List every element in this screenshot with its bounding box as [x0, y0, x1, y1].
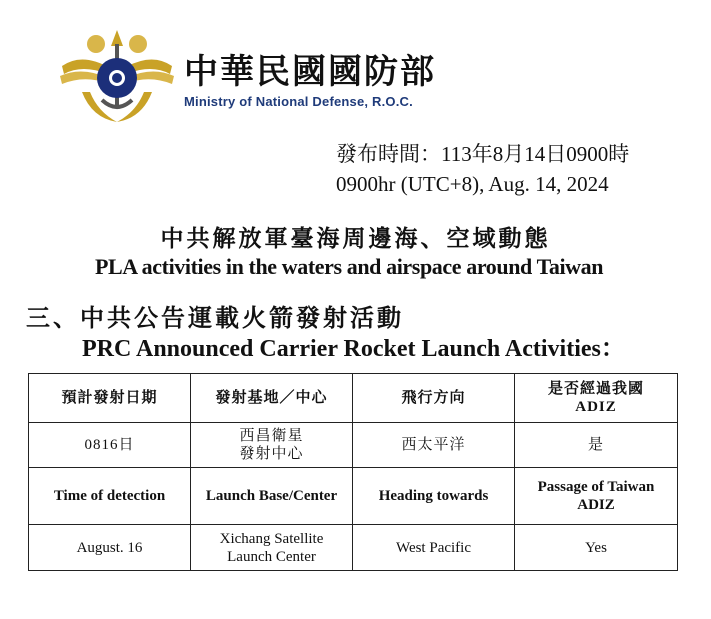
- table-header-row-zh: [29, 374, 678, 423]
- table-cell: 西昌衛星 發射中心: [191, 423, 353, 468]
- table-cell: August. 16: [29, 525, 191, 571]
- header-cell: 飛行方向: [353, 374, 515, 423]
- header-cell: Time of detection: [29, 468, 191, 525]
- org-name-zh: 中華民國國防部: [184, 52, 436, 92]
- table-cell: Xichang Satellite Launch Center: [191, 525, 353, 571]
- page-title-zh: 中共解放軍臺海周邊海、空域動態: [160, 226, 551, 251]
- header-cell: Passage of Taiwan ADIZ: [515, 468, 678, 525]
- table-cell: 西太平洋: [353, 423, 515, 468]
- release-date-zh: 發布時間：113年8月14日0900時: [336, 142, 630, 166]
- section-heading-en: PRC Announced Carrier Rocket Launch Activities：: [82, 336, 625, 362]
- header-cell: Heading towards: [353, 468, 515, 525]
- table-cell: 0816日: [29, 423, 191, 468]
- table-cell: Yes: [515, 525, 678, 571]
- table-cell: West Pacific: [353, 525, 515, 571]
- header-cell: Launch Base/Center: [191, 468, 353, 525]
- table-cell: 是: [515, 423, 678, 468]
- release-date-en: 0900hr (UTC+8), Aug. 14, 2024: [336, 172, 609, 196]
- header-cell: 是否經過我國 ADIZ: [515, 374, 678, 423]
- header-cell: 預計發射日期: [29, 374, 191, 423]
- launch-activity-table: [28, 373, 678, 571]
- mnd-emblem-icon: [52, 22, 182, 128]
- org-name-en: Ministry of National Defense, R.O.C.: [184, 94, 413, 109]
- section-heading-zh: 三、中共公告運載火箭發射活動: [26, 306, 404, 332]
- page-title-en: PLA activities in the waters and airspace around Taiwan: [95, 254, 604, 279]
- table-row-zh: [29, 423, 678, 468]
- table-header-row-en: [29, 468, 678, 525]
- table-row-en: [29, 525, 678, 571]
- header-cell: 發射基地／中心: [191, 374, 353, 423]
